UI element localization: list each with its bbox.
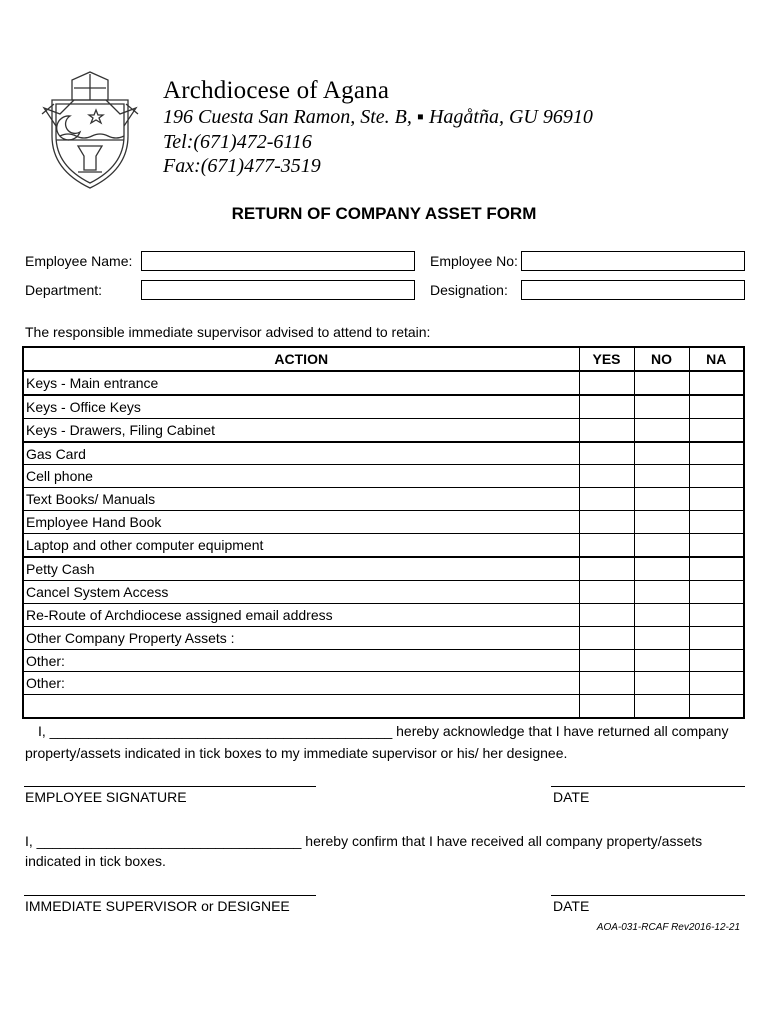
- tick-box-yes[interactable]: [579, 672, 634, 695]
- tick-box-yes[interactable]: [579, 603, 634, 626]
- tick-box-no[interactable]: [634, 557, 689, 580]
- table-row: [23, 603, 744, 626]
- table-row: [23, 557, 744, 580]
- action-item-label: Cell phone: [23, 465, 579, 488]
- action-item-label: Other:: [23, 672, 579, 695]
- employee-date-line[interactable]: [551, 786, 745, 787]
- employee-acknowledgement-line2: property/assets indicated in tick boxes to my immediate supervisor or his/ her designee.: [25, 745, 568, 761]
- org-telephone: Tel:(671)472-6116: [163, 131, 312, 153]
- tick-box-na[interactable]: [689, 580, 744, 603]
- action-item-label: Laptop and other computer equipment: [23, 534, 579, 557]
- tick-box-no[interactable]: [634, 371, 689, 395]
- supervisor-confirmation-line1: I, __________________________________ hereby confirm that I have received all company property/assets: [25, 833, 703, 849]
- table-row: [23, 418, 744, 441]
- table-body: [23, 371, 744, 718]
- tick-box-no[interactable]: [634, 649, 689, 672]
- action-item-label: Text Books/ Manuals: [23, 488, 579, 511]
- table-row: [23, 488, 744, 511]
- table-row: [23, 672, 744, 695]
- tick-box-na[interactable]: [689, 649, 744, 672]
- action-item-label: Petty Cash: [23, 557, 579, 580]
- action-item-label: Keys - Drawers, Filing Cabinet: [23, 418, 579, 441]
- table-row: [23, 580, 744, 603]
- tick-box-yes[interactable]: [579, 626, 634, 649]
- tick-box-yes[interactable]: [579, 488, 634, 511]
- column-header-na: NA: [689, 347, 744, 371]
- form-revision-code: AOA-031-RCAF Rev2016-12-21: [596, 922, 740, 933]
- tick-box-na[interactable]: [689, 603, 744, 626]
- tick-box-na[interactable]: [689, 695, 744, 718]
- table-row: [23, 626, 744, 649]
- action-item-label: Gas Card: [23, 442, 579, 465]
- tick-box-na[interactable]: [689, 557, 744, 580]
- action-item-label: Employee Hand Book: [23, 511, 579, 534]
- tick-box-yes[interactable]: [579, 580, 634, 603]
- asset-checklist-table: [22, 346, 745, 719]
- supervisor-confirmation-line2: indicated in tick boxes.: [25, 853, 166, 869]
- action-item-label: Other Company Property Assets :: [23, 626, 579, 649]
- supervisor-signature-label: IMMEDIATE SUPERVISOR or DESIGNEE: [25, 898, 290, 914]
- action-item-label: Other:: [23, 649, 579, 672]
- column-header-no: NO: [634, 347, 689, 371]
- column-header-yes: YES: [579, 347, 634, 371]
- employee-name-field[interactable]: [141, 251, 415, 271]
- tick-box-na[interactable]: [689, 511, 744, 534]
- employee-no-label: Employee No:: [430, 253, 518, 269]
- org-address: 196 Cuesta San Ramon, Ste. B, ▪ Hagåtña, GU 96910: [163, 106, 593, 128]
- tick-box-yes[interactable]: [579, 465, 634, 488]
- tick-box-no[interactable]: [634, 395, 689, 418]
- action-item-label: Keys - Office Keys: [23, 395, 579, 418]
- supervisor-date-line[interactable]: [551, 895, 745, 896]
- tick-box-yes[interactable]: [579, 695, 634, 718]
- tick-box-no[interactable]: [634, 695, 689, 718]
- employee-signature-line[interactable]: [24, 786, 316, 787]
- org-name: Archdiocese of Agana: [163, 77, 390, 104]
- table-header-row: [23, 347, 744, 371]
- supervisor-instruction: The responsible immediate supervisor advised to attend to retain:: [25, 324, 431, 340]
- tick-box-na[interactable]: [689, 418, 744, 441]
- tick-box-yes[interactable]: [579, 649, 634, 672]
- tick-box-yes[interactable]: [579, 418, 634, 441]
- tick-box-na[interactable]: [689, 442, 744, 465]
- org-fax: Fax:(671)477-3519: [163, 155, 321, 177]
- tick-box-na[interactable]: [689, 534, 744, 557]
- tick-box-yes[interactable]: [579, 371, 634, 395]
- tick-box-na[interactable]: [689, 488, 744, 511]
- table-row: [23, 511, 744, 534]
- table-row: [23, 442, 744, 465]
- table-row: [23, 649, 744, 672]
- tick-box-no[interactable]: [634, 442, 689, 465]
- form-title: RETURN OF COMPANY ASSET FORM: [231, 204, 537, 223]
- tick-box-yes[interactable]: [579, 534, 634, 557]
- employee-date-label: DATE: [553, 789, 590, 805]
- tick-box-na[interactable]: [689, 371, 744, 395]
- tick-box-na[interactable]: [689, 395, 744, 418]
- employee-no-field[interactable]: [521, 251, 745, 271]
- tick-box-no[interactable]: [634, 580, 689, 603]
- designation-label: Designation:: [430, 282, 508, 298]
- table-row: [23, 465, 744, 488]
- department-field[interactable]: [141, 280, 415, 300]
- supervisor-signature-line[interactable]: [24, 895, 316, 896]
- action-item-label: [23, 695, 579, 718]
- tick-box-yes[interactable]: [579, 511, 634, 534]
- employee-name-label: Employee Name:: [25, 253, 133, 269]
- tick-box-no[interactable]: [634, 465, 689, 488]
- tick-box-no[interactable]: [634, 418, 689, 441]
- tick-box-na[interactable]: [689, 465, 744, 488]
- department-label: Department:: [25, 282, 103, 298]
- tick-box-na[interactable]: [689, 672, 744, 695]
- action-item-label: Cancel System Access: [23, 580, 579, 603]
- tick-box-na[interactable]: [689, 626, 744, 649]
- tick-box-yes[interactable]: [579, 395, 634, 418]
- tick-box-yes[interactable]: [579, 442, 634, 465]
- action-item-label: Re-Route of Archdiocese assigned email address: [23, 603, 579, 626]
- action-item-label: Keys - Main entrance: [23, 371, 579, 395]
- table-row: [23, 395, 744, 418]
- employee-signature-label: EMPLOYEE SIGNATURE: [25, 789, 187, 805]
- tick-box-no[interactable]: [634, 534, 689, 557]
- tick-box-yes[interactable]: [579, 557, 634, 580]
- table-row: [23, 371, 744, 395]
- tick-box-no[interactable]: [634, 511, 689, 534]
- table-row: [23, 534, 744, 557]
- tick-box-no[interactable]: [634, 488, 689, 511]
- supervisor-date-label: DATE: [553, 898, 590, 914]
- table-row: [23, 695, 744, 718]
- tick-box-no[interactable]: [634, 672, 689, 695]
- designation-field[interactable]: [521, 280, 745, 300]
- archdiocese-crest-icon: [34, 70, 146, 192]
- tick-box-no[interactable]: [634, 626, 689, 649]
- tick-box-no[interactable]: [634, 603, 689, 626]
- employee-acknowledgement-line1: I, ____________________________________________ hereby acknowledge that I have returned all company: [38, 723, 729, 739]
- column-header-action: ACTION: [23, 347, 579, 371]
